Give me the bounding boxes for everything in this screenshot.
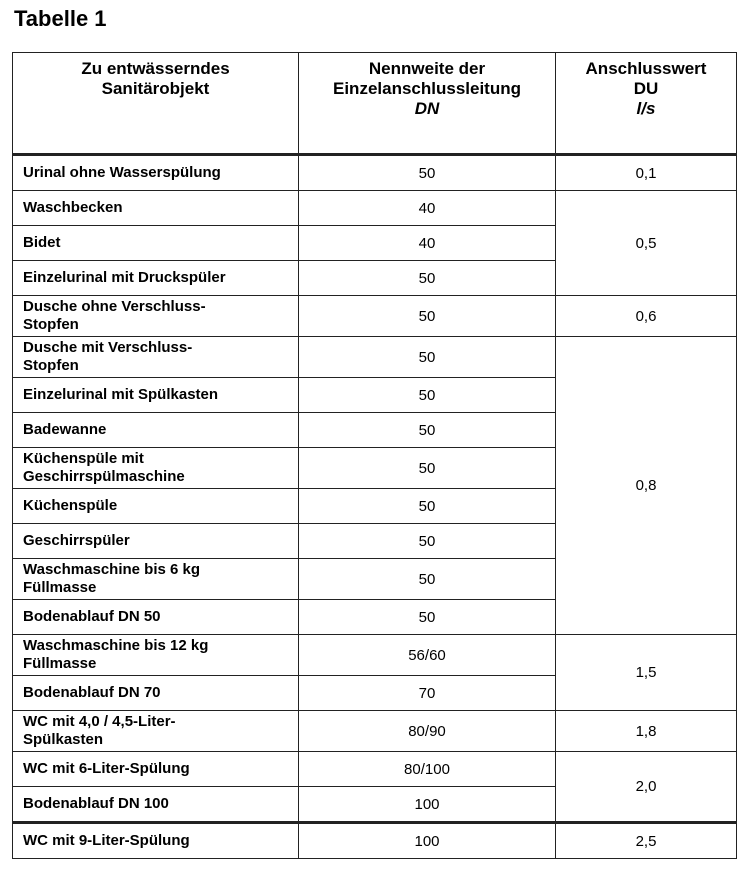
row-name-line2: Stopfen <box>23 357 79 374</box>
row-du: 1,5 <box>556 635 737 711</box>
table-row <box>13 191 737 226</box>
table-title: Tabelle 1 <box>14 6 107 31</box>
row-name-line2: Stopfen <box>23 316 79 333</box>
row-dn: 50 <box>299 378 556 413</box>
row-name-line1: Dusche ohne Verschluss- <box>23 298 206 315</box>
row-du: 0,8 <box>556 337 737 635</box>
row-name: Bodenablauf DN 100 <box>13 787 299 823</box>
table-row <box>13 711 737 752</box>
row-du: 0,1 <box>556 155 737 191</box>
row-dn: 100 <box>299 823 556 859</box>
row-dn: 56/60 <box>299 635 556 676</box>
row-name-line2: Geschirrspülmaschine <box>23 468 185 485</box>
table-row <box>13 337 737 378</box>
row-name: Geschirrspüler <box>13 524 299 559</box>
header-sanitary-object <box>13 53 299 155</box>
row-name-line1: Waschmaschine bis 6 kg <box>23 561 201 578</box>
table-row <box>13 155 737 191</box>
row-name: Bodenablauf DN 70 <box>13 676 299 711</box>
row-name: Einzelurinal mit Spülkasten <box>13 378 299 413</box>
header-col3-line2: DU <box>633 79 659 98</box>
row-name: Urinal ohne Wasserspülung <box>13 155 299 191</box>
header-col2-unit: DN <box>414 99 440 118</box>
row-dn: 50 <box>299 413 556 448</box>
row-name-line2: Spülkasten <box>23 731 104 748</box>
row-name <box>13 635 299 676</box>
row-du: 0,5 <box>556 191 737 296</box>
drainage-table <box>12 52 737 859</box>
row-name-line1: Dusche mit Verschluss- <box>23 339 193 356</box>
row-name-line1: Waschmaschine bis 12 kg <box>23 637 209 654</box>
row-dn: 40 <box>299 191 556 226</box>
row-name <box>13 337 299 378</box>
table-row <box>13 823 737 859</box>
header-col2-line1: Nennweite der <box>368 59 486 78</box>
row-name <box>13 448 299 489</box>
row-dn: 100 <box>299 787 556 823</box>
row-dn: 70 <box>299 676 556 711</box>
row-dn: 50 <box>299 296 556 337</box>
row-dn: 50 <box>299 559 556 600</box>
row-du: 2,5 <box>556 823 737 859</box>
header-nominal-width <box>299 53 556 155</box>
row-name-line2: Füllmasse <box>23 579 97 596</box>
header-col1-line2: Sanitärobjekt <box>101 79 210 98</box>
header-connection-value <box>556 53 737 155</box>
row-name-line2: Füllmasse <box>23 655 97 672</box>
header-col3-line1: Anschlusswert <box>585 59 707 78</box>
row-dn: 50 <box>299 448 556 489</box>
table-row <box>13 296 737 337</box>
row-name <box>13 711 299 752</box>
row-dn: 50 <box>299 155 556 191</box>
row-name <box>13 559 299 600</box>
row-name: WC mit 9-Liter-Spülung <box>13 823 299 859</box>
header-col2-line2: Einzelanschlussleitung <box>333 79 521 98</box>
row-name: Einzelurinal mit Druckspüler <box>13 261 299 296</box>
row-name: Küchenspüle <box>13 489 299 524</box>
row-dn: 80/100 <box>299 752 556 787</box>
row-dn: 50 <box>299 337 556 378</box>
row-du: 1,8 <box>556 711 737 752</box>
header-row <box>13 53 737 155</box>
row-name: Waschbecken <box>13 191 299 226</box>
row-dn: 50 <box>299 261 556 296</box>
row-dn: 80/90 <box>299 711 556 752</box>
header-col3-unit: l/s <box>636 99 656 118</box>
row-name: WC mit 6-Liter-Spülung <box>13 752 299 787</box>
row-du: 0,6 <box>556 296 737 337</box>
row-name <box>13 296 299 337</box>
row-dn: 40 <box>299 226 556 261</box>
row-dn: 50 <box>299 600 556 635</box>
table-row <box>13 635 737 676</box>
row-name-line1: Küchenspüle mit <box>23 450 144 467</box>
row-dn: 50 <box>299 489 556 524</box>
row-name: Badewanne <box>13 413 299 448</box>
row-name: Bodenablauf DN 50 <box>13 600 299 635</box>
header-col1-line1: Zu entwässerndes <box>81 59 230 78</box>
row-name-line1: WC mit 4,0 / 4,5-Liter- <box>23 713 176 730</box>
row-dn: 50 <box>299 524 556 559</box>
row-name: Bidet <box>13 226 299 261</box>
table-row <box>13 752 737 787</box>
row-du: 2,0 <box>556 752 737 823</box>
